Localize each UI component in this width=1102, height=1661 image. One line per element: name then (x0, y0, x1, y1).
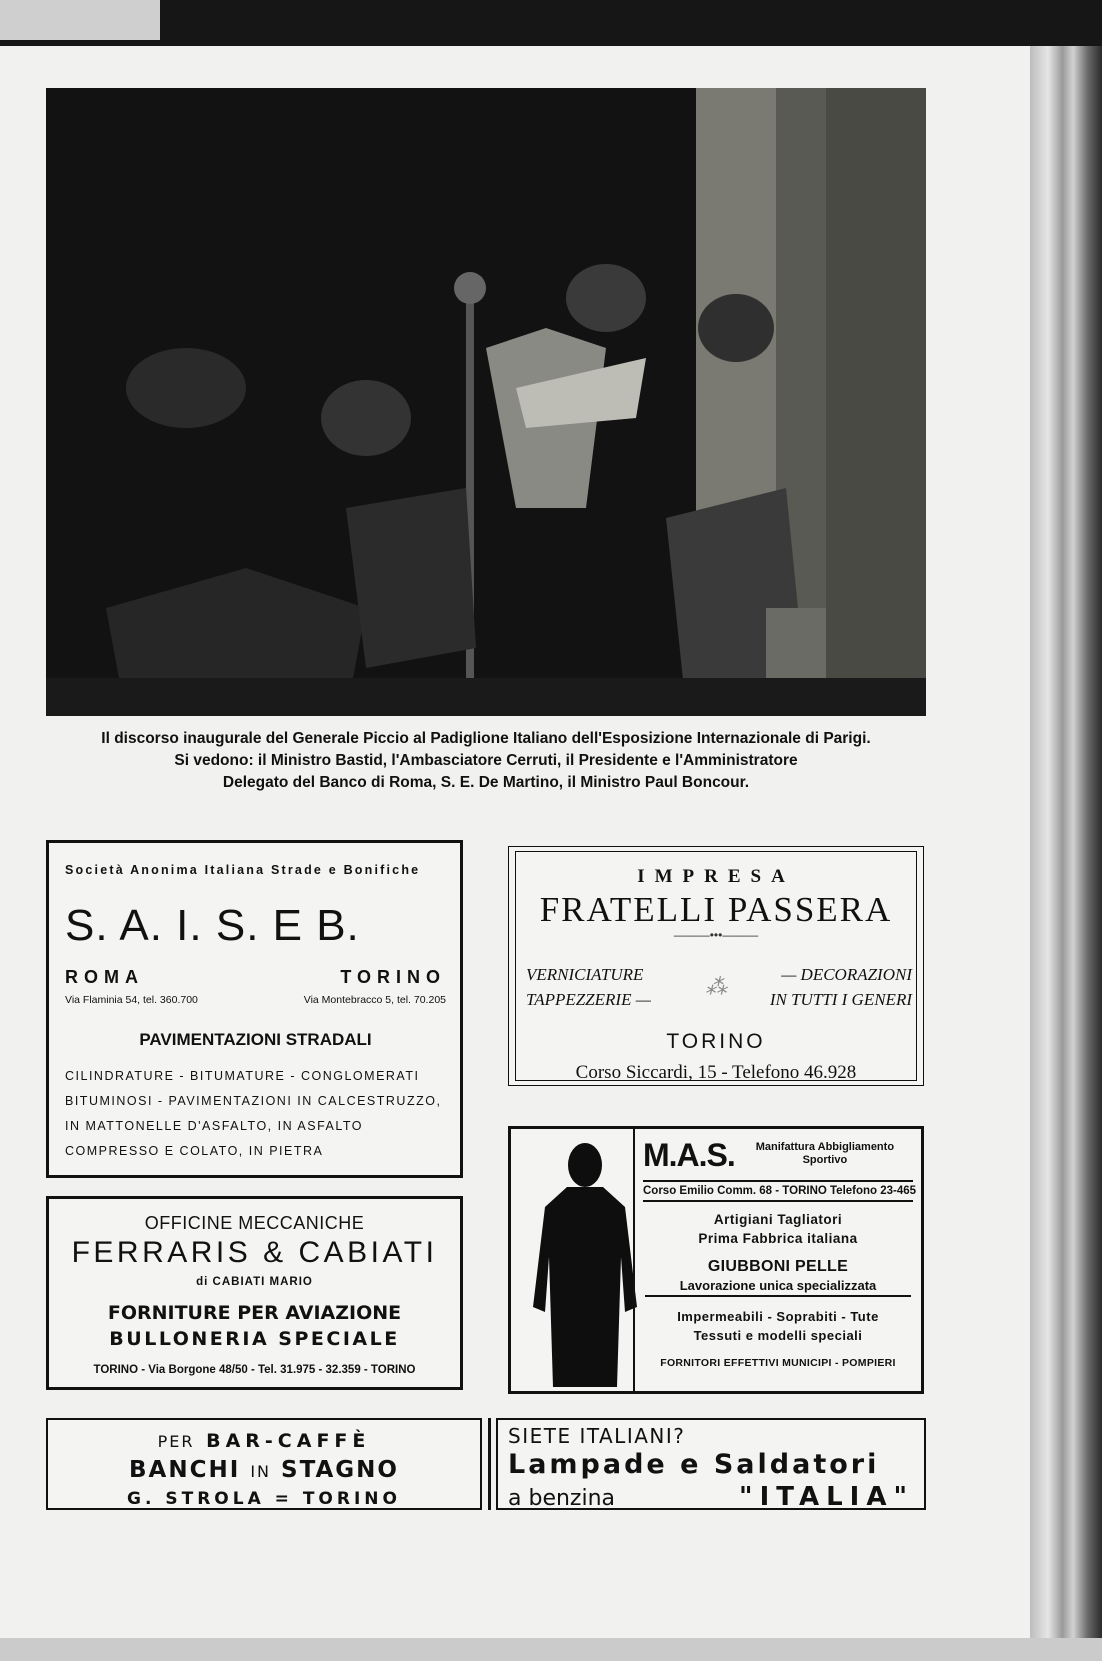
italia-fuel: a benzina (508, 1486, 616, 1511)
ferraris-product-1: FORNITURE PER AVIAZIONE (107, 1302, 402, 1324)
mas-artisans (635, 1210, 921, 1248)
strola-stagno: STAGNO (281, 1457, 399, 1483)
mas-header (635, 1129, 921, 1176)
passera-service-verniciature: VERNICIATURE (526, 965, 644, 984)
mas-text-panel (633, 1129, 921, 1391)
italia-products: Lampade e Saldatori (508, 1449, 880, 1480)
photo-caption (46, 728, 926, 794)
passera-name: FRATELLI PASSERA (539, 890, 893, 929)
scan-border-top (0, 0, 1102, 48)
passera-impresa: IMPRESA (637, 866, 795, 887)
saiseb-city-rome: ROMA (65, 967, 144, 987)
caption-line-3: Delegato del Banco di Roma, S. E. De Martino, il Ministro Paul Boncour. (222, 774, 750, 791)
mas-advert (508, 1126, 924, 1394)
saiseb-services-line-3: IN MATTONELLE D'ASFALTO, IN ASFALTO (65, 1119, 364, 1133)
passera-services (516, 962, 916, 1012)
page-binding (1030, 46, 1102, 1638)
mas-product-heading: GIUBBONI PELLE (707, 1258, 849, 1275)
saiseb-services-line-1: CILINDRATURE - BITUMATURE - CONGLOMERATI (65, 1069, 420, 1083)
mas-product-sub: Lavorazione unica specializzata (645, 1278, 911, 1297)
mas-logo-subtitle: Manifattura Abbigliamento Sportivo (755, 1141, 895, 1166)
passera-address: Corso Siccardi, 15 - Telefono 46.928 (575, 1062, 857, 1083)
italia-question: SIETE ITALIANI? (508, 1424, 686, 1448)
passera-services-right (736, 962, 916, 1012)
ferraris-officine: OFFICINE MECCANICHE (144, 1213, 365, 1233)
scan-border-bottom (0, 1638, 1102, 1661)
saiseb-heading: PAVIMENTAZIONI STRADALI (139, 1030, 372, 1049)
mas-suppliers: FORNITORI EFFETTIVI MUNICIPI - POMPIERI (660, 1357, 896, 1369)
passera-inner-frame (515, 851, 917, 1081)
italia-advert (496, 1418, 926, 1510)
passera-service-generi: IN TUTTI I GENERI (769, 990, 912, 1009)
strola-advert (46, 1418, 482, 1510)
mas-products-line-2: Tessuti e modelli speciali (693, 1328, 863, 1343)
ferraris-address: TORINO - Via Borgone 48/50 - Tel. 31.975 - 32.359 - TORINO (93, 1364, 416, 1376)
strola-in: IN (250, 1462, 271, 1481)
strola-bar-caffe: BAR-CAFFÈ (206, 1430, 371, 1452)
saiseb-company-name: Società Anonima Italiana Strade e Bonifiche (65, 863, 421, 877)
italia-brand-line (508, 1482, 914, 1514)
passera-advert (508, 846, 924, 1086)
passera-city: TORINO (666, 1030, 766, 1053)
mas-artisans-line-2: Prima Fabbrica italiana (698, 1231, 858, 1246)
saiseb-address-turin: Via Montebracco 5, tel. 70.205 (303, 994, 446, 1006)
passera-service-decorazioni: — DECORAZIONI (781, 965, 912, 984)
saiseb-services-line-4: COMPRESSO E COLATO, IN PIETRA (65, 1144, 324, 1158)
saiseb-cities (65, 967, 446, 988)
saiseb-advert (46, 840, 463, 1178)
passera-services-left (516, 962, 696, 1012)
strola-line-3: G. STROLA = TORINO (127, 1489, 401, 1509)
saiseb-city-turin: TORINO (340, 967, 446, 987)
mas-products (635, 1307, 921, 1345)
strola-line-1 (48, 1428, 480, 1455)
strola-per: PER (157, 1432, 195, 1451)
saiseb-addresses (65, 994, 446, 1006)
strola-line-2 (48, 1455, 480, 1487)
caption-line-1: Il discorso inaugurale del Generale Piccio al Padiglione Italiano dell'Esposizione Internazionale di Parigi. (101, 730, 871, 747)
strola-banchi: BANCHI (129, 1457, 241, 1483)
inauguration-photo (46, 88, 926, 716)
saiseb-services (65, 1064, 446, 1164)
ornament-divider: ———•••——— (673, 928, 759, 942)
mas-logo: M.A.S. (643, 1137, 735, 1173)
mas-artisans-line-1: Artigiani Tagliatori (713, 1212, 843, 1227)
mas-products-line-1: Impermeabili - Soprabiti - Tute (677, 1309, 879, 1324)
saiseb-address-rome: Via Flaminia 54, tel. 360.700 (65, 994, 198, 1006)
ad-divider (488, 1418, 491, 1510)
caption-line-2: Si vedono: il Ministro Bastid, l'Ambasciatore Cerruti, il Presidente e l'Amministratore (174, 752, 798, 769)
jacket-silhouette-icon (525, 1137, 645, 1387)
mas-address-bar: Corso Emilio Comm. 68 - TORINO Telefono 23-465 (643, 1180, 913, 1202)
italia-brand: "ITALIA" (739, 1482, 914, 1512)
ferraris-name: FERRARIS & CABIATI (71, 1236, 438, 1269)
saiseb-services-line-2: BITUMINOSI - PAVIMENTAZIONI IN CALCESTRUZZO, (65, 1094, 442, 1108)
brush-ornament-icon: ⁂ (705, 974, 727, 999)
passera-service-tappezzerie: TAPPEZZERIE — (526, 990, 651, 1009)
ferraris-owner: di CABIATI MARIO (196, 1276, 313, 1288)
ferraris-advert (46, 1196, 463, 1390)
ferraris-product-2: BULLONERIA SPECIALE (109, 1328, 400, 1350)
saiseb-logo-text: S. A. I. S. E B. (65, 901, 360, 950)
scan-lip (0, 0, 160, 40)
